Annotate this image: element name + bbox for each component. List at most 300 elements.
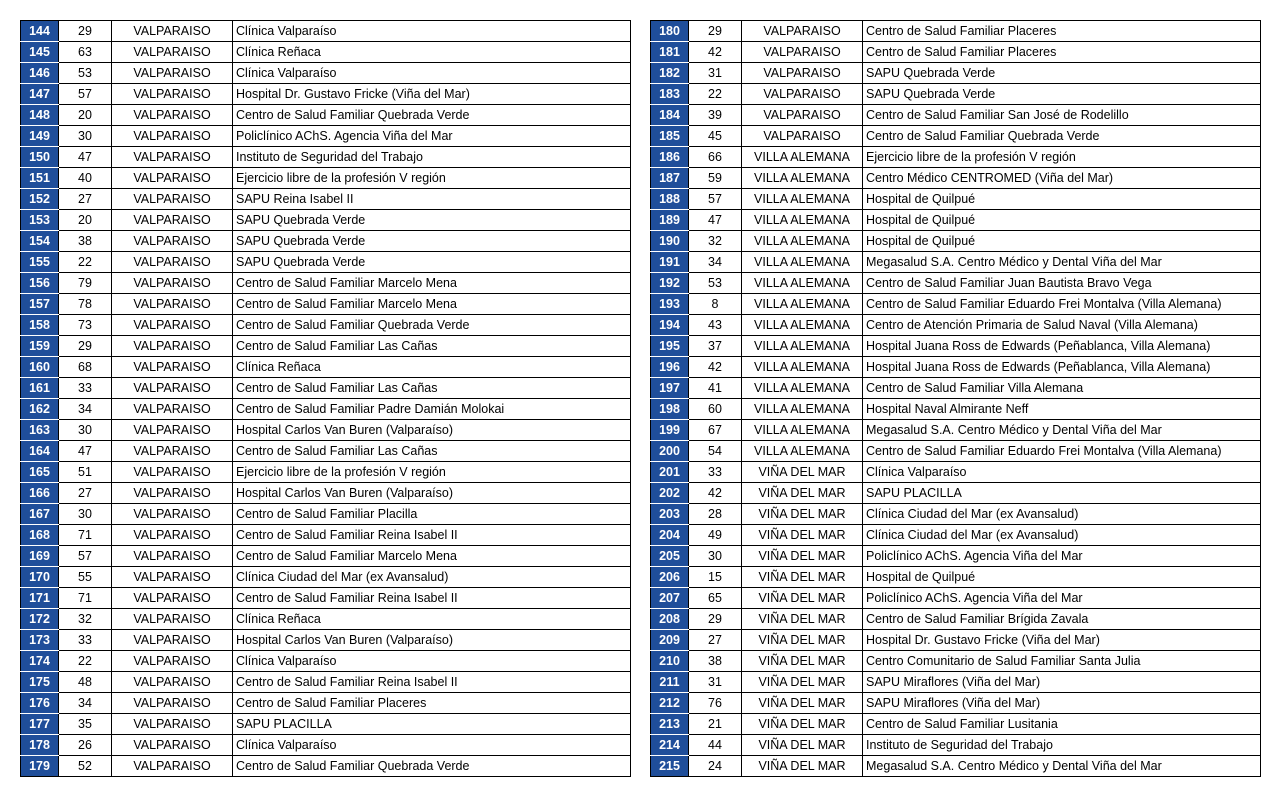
table-left — [20, 20, 631, 777]
row-number-cell: 165 — [21, 462, 59, 483]
row-number-cell: 204 — [651, 525, 689, 546]
facility-cell: Ejercicio libre de la profesión V región — [233, 462, 631, 483]
table-row — [21, 210, 631, 231]
table-row — [21, 63, 631, 84]
facility-cell: SAPU Reina Isabel II — [233, 189, 631, 210]
city-cell: VALPARAISO — [112, 84, 233, 105]
city-cell: VALPARAISO — [742, 21, 863, 42]
row-number-cell: 209 — [651, 630, 689, 651]
facility-cell: Megasalud S.A. Centro Médico y Dental Viña del Mar — [863, 756, 1261, 777]
facility-cell: SAPU PLACILLA — [233, 714, 631, 735]
table-row — [651, 420, 1261, 441]
table-row — [21, 294, 631, 315]
table-row — [651, 105, 1261, 126]
facility-cell: Centro de Salud Familiar Padre Damián Molokai — [233, 399, 631, 420]
facility-cell: Clínica Valparaíso — [863, 462, 1261, 483]
facility-cell: Centro de Salud Familiar Eduardo Frei Montalva (Villa Alemana) — [863, 294, 1261, 315]
city-cell: VILLA ALEMANA — [742, 168, 863, 189]
city-cell: VALPARAISO — [742, 63, 863, 84]
table-row — [651, 588, 1261, 609]
table-row — [21, 420, 631, 441]
city-cell: VILLA ALEMANA — [742, 210, 863, 231]
row-number-cell: 145 — [21, 42, 59, 63]
city-cell: VALPARAISO — [112, 504, 233, 525]
row-number-cell: 171 — [21, 588, 59, 609]
table-row — [651, 189, 1261, 210]
table-row — [21, 105, 631, 126]
city-cell: VALPARAISO — [112, 420, 233, 441]
row-number-cell: 210 — [651, 651, 689, 672]
table-row — [21, 714, 631, 735]
table-row — [21, 546, 631, 567]
facility-cell: Hospital de Quilpué — [863, 210, 1261, 231]
city-cell: VIÑA DEL MAR — [742, 693, 863, 714]
table-row — [651, 84, 1261, 105]
table-row — [21, 462, 631, 483]
table-row — [21, 756, 631, 777]
age-cell: 57 — [59, 84, 112, 105]
row-number-cell: 154 — [21, 231, 59, 252]
table-row — [651, 210, 1261, 231]
facility-cell: Ejercicio libre de la profesión V región — [233, 168, 631, 189]
age-cell: 34 — [59, 399, 112, 420]
row-number-cell: 202 — [651, 483, 689, 504]
row-number-cell: 187 — [651, 168, 689, 189]
row-number-cell: 151 — [21, 168, 59, 189]
table-row — [651, 504, 1261, 525]
table-row — [651, 273, 1261, 294]
age-cell: 29 — [689, 21, 742, 42]
table-row — [21, 567, 631, 588]
facility-cell: SAPU Quebrada Verde — [233, 210, 631, 231]
table-row — [21, 672, 631, 693]
row-number-cell: 172 — [21, 609, 59, 630]
table-row — [651, 42, 1261, 63]
facility-cell: Clínica Valparaíso — [233, 651, 631, 672]
age-cell: 44 — [689, 735, 742, 756]
table-row — [651, 21, 1261, 42]
facility-cell: Clínica Ciudad del Mar (ex Avansalud) — [863, 525, 1261, 546]
city-cell: VIÑA DEL MAR — [742, 525, 863, 546]
spreadsheet — [20, 20, 1260, 773]
table-row — [21, 630, 631, 651]
row-number-cell: 194 — [651, 315, 689, 336]
age-cell: 20 — [59, 210, 112, 231]
age-cell: 59 — [689, 168, 742, 189]
table-row — [651, 315, 1261, 336]
age-cell: 55 — [59, 567, 112, 588]
city-cell: VALPARAISO — [112, 525, 233, 546]
facility-cell: Hospital de Quilpué — [863, 231, 1261, 252]
city-cell: VALPARAISO — [112, 567, 233, 588]
row-number-cell: 177 — [21, 714, 59, 735]
facility-cell: Megasalud S.A. Centro Médico y Dental Viña del Mar — [863, 252, 1261, 273]
row-number-cell: 190 — [651, 231, 689, 252]
city-cell: VIÑA DEL MAR — [742, 714, 863, 735]
row-number-cell: 147 — [21, 84, 59, 105]
facility-cell: Policlínico AChS. Agencia Viña del Mar — [233, 126, 631, 147]
row-number-cell: 197 — [651, 378, 689, 399]
row-number-cell: 148 — [21, 105, 59, 126]
age-cell: 29 — [689, 609, 742, 630]
row-number-cell: 186 — [651, 147, 689, 168]
age-cell: 37 — [689, 336, 742, 357]
facility-cell: Centro de Salud Familiar Reina Isabel II — [233, 588, 631, 609]
city-cell: VALPARAISO — [112, 357, 233, 378]
row-number-cell: 175 — [21, 672, 59, 693]
age-cell: 42 — [689, 483, 742, 504]
row-number-cell: 215 — [651, 756, 689, 777]
row-number-cell: 152 — [21, 189, 59, 210]
facility-cell: Centro de Salud Familiar Marcelo Mena — [233, 546, 631, 567]
age-cell: 73 — [59, 315, 112, 336]
age-cell: 49 — [689, 525, 742, 546]
table-row — [651, 651, 1261, 672]
age-cell: 8 — [689, 294, 742, 315]
table-row — [651, 693, 1261, 714]
table-row — [651, 525, 1261, 546]
city-cell: VALPARAISO — [112, 231, 233, 252]
row-number-cell: 173 — [21, 630, 59, 651]
age-cell: 29 — [59, 21, 112, 42]
row-number-cell: 193 — [651, 294, 689, 315]
city-cell: VALPARAISO — [112, 546, 233, 567]
table-row — [651, 294, 1261, 315]
row-number-cell: 212 — [651, 693, 689, 714]
age-cell: 33 — [59, 630, 112, 651]
city-cell: VALPARAISO — [112, 693, 233, 714]
table-row — [21, 252, 631, 273]
table-row — [651, 441, 1261, 462]
age-cell: 30 — [59, 420, 112, 441]
table-row — [21, 231, 631, 252]
age-cell: 32 — [689, 231, 742, 252]
table-row — [651, 63, 1261, 84]
facility-cell: Megasalud S.A. Centro Médico y Dental Viña del Mar — [863, 420, 1261, 441]
table-row — [651, 483, 1261, 504]
facility-cell: Centro de Salud Familiar Quebrada Verde — [233, 315, 631, 336]
facility-cell: Hospital Juana Ross de Edwards (Peñablanca, Villa Alemana) — [863, 357, 1261, 378]
row-number-cell: 208 — [651, 609, 689, 630]
age-cell: 29 — [59, 336, 112, 357]
age-cell: 78 — [59, 294, 112, 315]
facility-cell: Hospital Juana Ross de Edwards (Peñablanca, Villa Alemana) — [863, 336, 1261, 357]
table-row — [651, 567, 1261, 588]
city-cell: VIÑA DEL MAR — [742, 462, 863, 483]
table-row — [651, 756, 1261, 777]
row-number-cell: 185 — [651, 126, 689, 147]
table-row — [21, 84, 631, 105]
row-number-cell: 144 — [21, 21, 59, 42]
row-number-cell: 191 — [651, 252, 689, 273]
age-cell: 24 — [689, 756, 742, 777]
facility-cell: Centro de Salud Familiar Reina Isabel II — [233, 672, 631, 693]
facility-cell: Hospital Naval Almirante Neff — [863, 399, 1261, 420]
facility-cell: Centro de Salud Familiar Las Cañas — [233, 336, 631, 357]
row-number-cell: 213 — [651, 714, 689, 735]
row-number-cell: 211 — [651, 672, 689, 693]
table-right — [650, 20, 1261, 777]
facility-cell: SAPU Quebrada Verde — [863, 84, 1261, 105]
row-number-cell: 182 — [651, 63, 689, 84]
row-number-cell: 163 — [21, 420, 59, 441]
table-row — [21, 336, 631, 357]
city-cell: VILLA ALEMANA — [742, 189, 863, 210]
facility-cell: Centro de Salud Familiar Quebrada Verde — [863, 126, 1261, 147]
row-number-cell: 203 — [651, 504, 689, 525]
facility-cell: Centro de Salud Familiar Placeres — [233, 693, 631, 714]
row-number-cell: 168 — [21, 525, 59, 546]
age-cell: 53 — [59, 63, 112, 84]
table-row — [21, 441, 631, 462]
city-cell: VIÑA DEL MAR — [742, 588, 863, 609]
city-cell: VILLA ALEMANA — [742, 231, 863, 252]
table-row — [651, 252, 1261, 273]
age-cell: 68 — [59, 357, 112, 378]
city-cell: VILLA ALEMANA — [742, 441, 863, 462]
facility-cell: SAPU PLACILLA — [863, 483, 1261, 504]
row-number-cell: 184 — [651, 105, 689, 126]
city-cell: VALPARAISO — [112, 189, 233, 210]
age-cell: 34 — [59, 693, 112, 714]
table-row — [21, 399, 631, 420]
city-cell: VIÑA DEL MAR — [742, 609, 863, 630]
facility-cell: Centro Comunitario de Salud Familiar Santa Julia — [863, 651, 1261, 672]
city-cell: VILLA ALEMANA — [742, 315, 863, 336]
facility-cell: Centro de Salud Familiar Juan Bautista Bravo Vega — [863, 273, 1261, 294]
facility-cell: Hospital de Quilpué — [863, 567, 1261, 588]
age-cell: 27 — [59, 483, 112, 504]
facility-cell: Centro de Salud Familiar Reina Isabel II — [233, 525, 631, 546]
facility-cell: Clínica Valparaíso — [233, 21, 631, 42]
table-row — [21, 735, 631, 756]
table-row — [651, 609, 1261, 630]
row-number-cell: 149 — [21, 126, 59, 147]
table-row — [21, 315, 631, 336]
facility-cell: Centro de Salud Familiar San José de Rodelillo — [863, 105, 1261, 126]
city-cell: VALPARAISO — [112, 63, 233, 84]
city-cell: VALPARAISO — [112, 651, 233, 672]
city-cell: VALPARAISO — [112, 672, 233, 693]
city-cell: VALPARAISO — [112, 756, 233, 777]
city-cell: VALPARAISO — [112, 168, 233, 189]
city-cell: VALPARAISO — [112, 735, 233, 756]
city-cell: VALPARAISO — [742, 42, 863, 63]
city-cell: VALPARAISO — [112, 441, 233, 462]
age-cell: 26 — [59, 735, 112, 756]
row-number-cell: 150 — [21, 147, 59, 168]
city-cell: VALPARAISO — [112, 378, 233, 399]
row-number-cell: 207 — [651, 588, 689, 609]
table-row — [21, 147, 631, 168]
city-cell: VILLA ALEMANA — [742, 378, 863, 399]
row-number-cell: 205 — [651, 546, 689, 567]
table-row — [651, 630, 1261, 651]
row-number-cell: 156 — [21, 273, 59, 294]
age-cell: 27 — [689, 630, 742, 651]
age-cell: 60 — [689, 399, 742, 420]
table-row — [651, 336, 1261, 357]
age-cell: 27 — [59, 189, 112, 210]
city-cell: VALPARAISO — [742, 105, 863, 126]
facility-cell: Centro de Salud Familiar Marcelo Mena — [233, 273, 631, 294]
facility-cell: Centro de Salud Familiar Brígida Zavala — [863, 609, 1261, 630]
facility-cell: Hospital Dr. Gustavo Fricke (Viña del Mar) — [233, 84, 631, 105]
facility-cell: Centro de Salud Familiar Placilla — [233, 504, 631, 525]
table-row — [651, 378, 1261, 399]
age-cell: 35 — [59, 714, 112, 735]
city-cell: VALPARAISO — [112, 294, 233, 315]
city-cell: VALPARAISO — [112, 252, 233, 273]
row-number-cell: 157 — [21, 294, 59, 315]
table-row — [21, 126, 631, 147]
facility-cell: SAPU Miraflores (Viña del Mar) — [863, 672, 1261, 693]
age-cell: 31 — [689, 63, 742, 84]
table-row — [21, 357, 631, 378]
table-row — [651, 357, 1261, 378]
facility-cell: Centro de Salud Familiar Lusitania — [863, 714, 1261, 735]
age-cell: 65 — [689, 588, 742, 609]
age-cell: 30 — [59, 504, 112, 525]
row-number-cell: 195 — [651, 336, 689, 357]
age-cell: 63 — [59, 42, 112, 63]
table-row — [651, 147, 1261, 168]
facility-cell: Policlínico AChS. Agencia Viña del Mar — [863, 588, 1261, 609]
age-cell: 40 — [59, 168, 112, 189]
age-cell: 66 — [689, 147, 742, 168]
row-number-cell: 153 — [21, 210, 59, 231]
facility-cell: Clínica Valparaíso — [233, 735, 631, 756]
row-number-cell: 196 — [651, 357, 689, 378]
age-cell: 52 — [59, 756, 112, 777]
row-number-cell: 174 — [21, 651, 59, 672]
city-cell: VALPARAISO — [112, 336, 233, 357]
facility-cell: SAPU Quebrada Verde — [863, 63, 1261, 84]
table-row — [21, 525, 631, 546]
facility-cell: Centro de Salud Familiar Villa Alemana — [863, 378, 1261, 399]
row-number-cell: 162 — [21, 399, 59, 420]
table-row — [651, 546, 1261, 567]
city-cell: VALPARAISO — [742, 84, 863, 105]
row-number-cell: 178 — [21, 735, 59, 756]
city-cell: VIÑA DEL MAR — [742, 651, 863, 672]
city-cell: VIÑA DEL MAR — [742, 504, 863, 525]
city-cell: VALPARAISO — [112, 105, 233, 126]
facility-cell: Centro Médico CENTROMED (Viña del Mar) — [863, 168, 1261, 189]
city-cell: VALPARAISO — [112, 315, 233, 336]
table-row — [21, 651, 631, 672]
age-cell: 71 — [59, 525, 112, 546]
city-cell: VIÑA DEL MAR — [742, 735, 863, 756]
city-cell: VALPARAISO — [112, 210, 233, 231]
city-cell: VIÑA DEL MAR — [742, 630, 863, 651]
facility-cell: Clínica Valparaíso — [233, 63, 631, 84]
city-cell: VILLA ALEMANA — [742, 252, 863, 273]
age-cell: 47 — [689, 210, 742, 231]
row-number-cell: 180 — [651, 21, 689, 42]
age-cell: 43 — [689, 315, 742, 336]
city-cell: VILLA ALEMANA — [742, 294, 863, 315]
age-cell: 31 — [689, 672, 742, 693]
age-cell: 42 — [689, 42, 742, 63]
row-number-cell: 200 — [651, 441, 689, 462]
table-row — [651, 714, 1261, 735]
facility-cell: SAPU Quebrada Verde — [233, 231, 631, 252]
table-left-body — [21, 21, 631, 777]
table-row — [651, 231, 1261, 252]
facility-cell: Clínica Reñaca — [233, 357, 631, 378]
facility-cell: Instituto de Seguridad del Trabajo — [233, 147, 631, 168]
facility-cell: Hospital de Quilpué — [863, 189, 1261, 210]
facility-cell: Hospital Carlos Van Buren (Valparaíso) — [233, 630, 631, 651]
row-number-cell: 181 — [651, 42, 689, 63]
age-cell: 48 — [59, 672, 112, 693]
age-cell: 22 — [689, 84, 742, 105]
age-cell: 39 — [689, 105, 742, 126]
row-number-cell: 198 — [651, 399, 689, 420]
row-number-cell: 214 — [651, 735, 689, 756]
city-cell: VALPARAISO — [112, 147, 233, 168]
row-number-cell: 169 — [21, 546, 59, 567]
facility-cell: Instituto de Seguridad del Trabajo — [863, 735, 1261, 756]
table-row — [651, 399, 1261, 420]
city-cell: VILLA ALEMANA — [742, 147, 863, 168]
row-number-cell: 179 — [21, 756, 59, 777]
age-cell: 28 — [689, 504, 742, 525]
age-cell: 45 — [689, 126, 742, 147]
table-row — [21, 273, 631, 294]
age-cell: 33 — [59, 378, 112, 399]
age-cell: 15 — [689, 567, 742, 588]
age-cell: 30 — [59, 126, 112, 147]
row-number-cell: 146 — [21, 63, 59, 84]
city-cell: VIÑA DEL MAR — [742, 756, 863, 777]
table-row — [651, 735, 1261, 756]
city-cell: VALPARAISO — [742, 126, 863, 147]
facility-cell: Policlínico AChS. Agencia Viña del Mar — [863, 546, 1261, 567]
city-cell: VALPARAISO — [112, 399, 233, 420]
facility-cell: Centro de Salud Familiar Quebrada Verde — [233, 756, 631, 777]
table-row — [21, 588, 631, 609]
age-cell: 34 — [689, 252, 742, 273]
age-cell: 67 — [689, 420, 742, 441]
facility-cell: Hospital Carlos Van Buren (Valparaíso) — [233, 420, 631, 441]
facility-cell: Ejercicio libre de la profesión V región — [863, 147, 1261, 168]
facility-cell: Clínica Ciudad del Mar (ex Avansalud) — [233, 567, 631, 588]
row-number-cell: 206 — [651, 567, 689, 588]
age-cell: 30 — [689, 546, 742, 567]
facility-cell: SAPU Miraflores (Viña del Mar) — [863, 693, 1261, 714]
city-cell: VIÑA DEL MAR — [742, 546, 863, 567]
table-row — [21, 483, 631, 504]
age-cell: 32 — [59, 609, 112, 630]
city-cell: VIÑA DEL MAR — [742, 483, 863, 504]
age-cell: 20 — [59, 105, 112, 126]
age-cell: 42 — [689, 357, 742, 378]
row-number-cell: 192 — [651, 273, 689, 294]
row-number-cell: 176 — [21, 693, 59, 714]
city-cell: VILLA ALEMANA — [742, 273, 863, 294]
table-row — [21, 378, 631, 399]
age-cell: 22 — [59, 252, 112, 273]
city-cell: VILLA ALEMANA — [742, 399, 863, 420]
city-cell: VALPARAISO — [112, 21, 233, 42]
table-row — [21, 504, 631, 525]
age-cell: 38 — [59, 231, 112, 252]
facility-cell: Centro de Salud Familiar Las Cañas — [233, 441, 631, 462]
facility-cell: Clínica Reñaca — [233, 42, 631, 63]
age-cell: 51 — [59, 462, 112, 483]
